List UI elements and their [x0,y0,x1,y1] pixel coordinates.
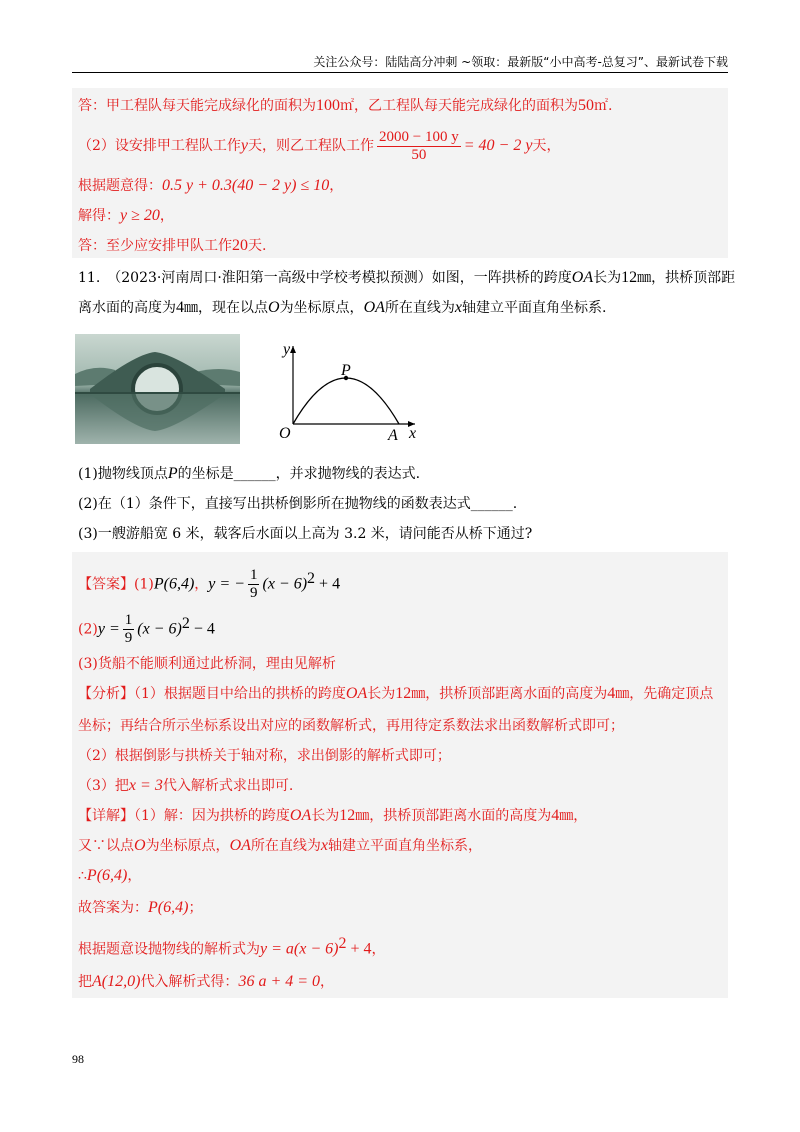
parabola-figure [275,338,425,448]
x-label: x [409,425,417,442]
fraction: $\frac{1}{9}$ [249,567,258,602]
question-part-3: (3)一艘游船宽 6 米，载客后水面以上高为 3.2 米，请问能否从桥下通过? [78,526,533,542]
detail-line-6: 把A(12,0)代入解析式得：36 a + 4 = 0， [78,973,335,990]
p-label: P [341,362,351,379]
question-line-2: 离水面的高度为4㎜，现在以点O为坐标原点，OA所在直线为x轴建立平面直角坐标系. [78,299,607,316]
detail-line-3: ∴P(6,4)， [78,867,142,884]
prev-answer-line-4: 解得：y ≥ 20， [78,207,174,224]
a-label: A [388,427,398,444]
analysis-line-3: （2）根据倒影与拱桥关于轴对称，求出倒影的解析式即可； [78,748,451,764]
answer-line-1: 【答案】(1)P(6,4)，y = − $\frac{1}{9}$ $(x - 6)^2 + 4$ [78,567,341,602]
fraction: $\frac{1}{9}$ [124,612,133,647]
y-axis-arrow [290,346,296,353]
page-header: 关注公众号：陆陆高分冲刺 ~领取：最新版“小中高考-总复习”、最新试卷下载 [72,54,728,73]
analysis-line-4: （3）把x = 3代入解析式求出即可. [78,777,294,794]
detail-line-5: 根据题意设抛物线的解析式为$y = a(x - 6)^2 + 4$， [78,935,386,958]
analysis-line-2: 坐标；再结合所示坐标系设出对应的函数解析式，再用待定系数法求出函数解析式即可； [78,718,624,734]
question-part-2: (2)在（1）条件下，直接写出拱桥倒影所在抛物线的函数表达式______. [78,496,518,512]
analysis-line-1: 【分析】（1）根据题目中给出的拱桥的跨度OA长为12㎜，拱桥顶部距离水面的高度为4㎜，先确定顶点 [78,685,714,702]
fraction: $\frac{2000 - 100 y}{50}$ [379,128,459,163]
prev-answer-line-3: 根据题意得：0.5 y + 0.3(40 − 2 y) ≤ 10， [78,177,344,194]
origin-label: O [279,425,291,442]
arch-bridge-photo [75,334,240,444]
bridge-illustration [75,334,240,444]
page-number: 98 [72,1052,84,1066]
parabola-curve [293,378,399,424]
prev-answer-line-2: （2）设安排甲工程队工作y天，则乙工程队工作 $\frac{2000 - 100 y}{50}$ = 40 − 2 y天， [78,128,561,163]
question-part-1: (1)抛物线顶点P的坐标是______，并求抛物线的表达式. [78,465,421,482]
detail-line-1: 【详解】（1）解：因为拱桥的跨度OA长为12㎜，拱桥顶部距离水面的高度为4㎜， [78,807,588,824]
detail-line-4: 故答案为：P(6,4)； [78,899,203,916]
question-line-1: 11. （2023·河南周口·淮阳第一高级中学校考模拟预测）如图，一阵拱桥的跨度OA长为12㎜，拱桥顶部距 [78,269,736,286]
answer-line-3: (3)货船不能顺利通过此桥洞，理由见解析 [78,656,336,672]
answer-line-2: (2)y = $\frac{1}{9}$ $(x - 6)^2 - 4$ [78,612,215,647]
prev-answer-line-5: 答：至少应安排甲队工作20天. [78,237,267,254]
y-label: y [283,341,291,358]
prev-answer-line-1: 答：甲工程队每天能完成绿化的面积为100㎡，乙工程队每天能完成绿化的面积为50㎡. [78,97,613,114]
detail-line-2: 又∵以点O为坐标原点，OA所在直线为x轴建立平面直角坐标系， [78,837,482,854]
